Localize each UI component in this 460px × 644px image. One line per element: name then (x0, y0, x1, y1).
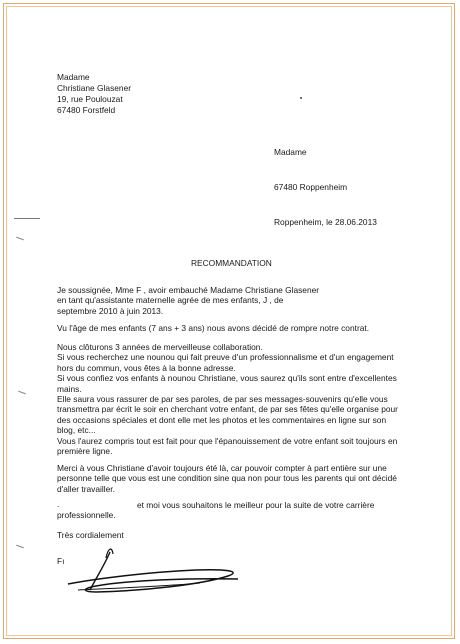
text-line: Si vous confiez vos enfants à nounou Christiane, vous saurez qu'ils sont entre d'excellentes (57, 373, 397, 384)
sender-city: 67480 Forstfeld (57, 105, 116, 115)
recipient-salutation: Madame (274, 147, 307, 157)
scan-mark (14, 218, 40, 219)
sender-street: 19, rue Poulouzat (57, 94, 123, 104)
text-line: blog, etc... (57, 425, 96, 436)
text-line: Vu l'âge de mes enfants (7 ans + 3 ans) nous avons décidé de rompre notre contrat. (57, 323, 370, 333)
text-line: en tant qu'assistante maternelle agrée de mes enfants, J , de (57, 295, 284, 306)
text-line: septembre 2010 à juin 2013. (57, 305, 164, 316)
text-line: Je soussignée, Mme F , avoir embauché Madame Christiane Glasener (57, 285, 320, 295)
text-line: première ligne. (57, 446, 113, 457)
letter-title: RECOMMANDATION (191, 258, 272, 268)
paragraph-thanks (57, 463, 437, 494)
recipient-city: 67480 Roppenheim (274, 182, 348, 192)
text-line: Elle saura vous rassurer de par ses paroles, de par ses messages-souvenirs qu'elle vous (57, 394, 388, 405)
wishes-line: et moi vous souhaitons le meilleur pour la suite de votre carrière (137, 500, 375, 510)
text-line: Nous clôturons 3 années de merveilleuse collaboration. (57, 342, 263, 352)
scan-speck (300, 97, 302, 99)
closing: Très cordialement (57, 530, 124, 540)
text-line: Vous l'aurez compris tout est fait pour que l'épanouissement de votre enfant soit toujours en (57, 435, 398, 446)
paragraph-reason (57, 323, 437, 333)
text-line: personne telle que vous est une condition sine qua non pour tous les parents qui ont décidé (57, 473, 397, 484)
text-line: Si vous recherchez une nounou qui fait preuve d'un professionnalisme et d'un engagement (57, 352, 394, 363)
signer-initial: Fı (57, 556, 65, 566)
place-date: Roppenheim, le 28.06.2013 (274, 217, 377, 227)
paragraph-praise (57, 342, 437, 456)
text-line: hors du commun, vous êtes à la bonne adresse. (57, 362, 236, 373)
wishes-line-end: professionnelle. (57, 510, 116, 520)
sender-salutation: Madame (57, 72, 90, 82)
text-line: transmettra par écrit le soir en cherchant votre enfant, de par ses fêtes qu'elle organise pour (57, 404, 398, 415)
text-line: mains. (57, 383, 82, 394)
paragraph-intro (57, 285, 437, 316)
text-line: d'aller travailler. (57, 483, 115, 494)
sender-name: Christiane Glasener (57, 83, 132, 93)
text-line: Merci à vous Christiane d'avoir toujours été là, car pouvoir compter à part entière sur une (57, 463, 387, 473)
text-line: des occasions spéciales et dont elle met les photos et les commentaires en ligne sur son (57, 414, 387, 425)
redacted-dot: . (57, 499, 60, 509)
